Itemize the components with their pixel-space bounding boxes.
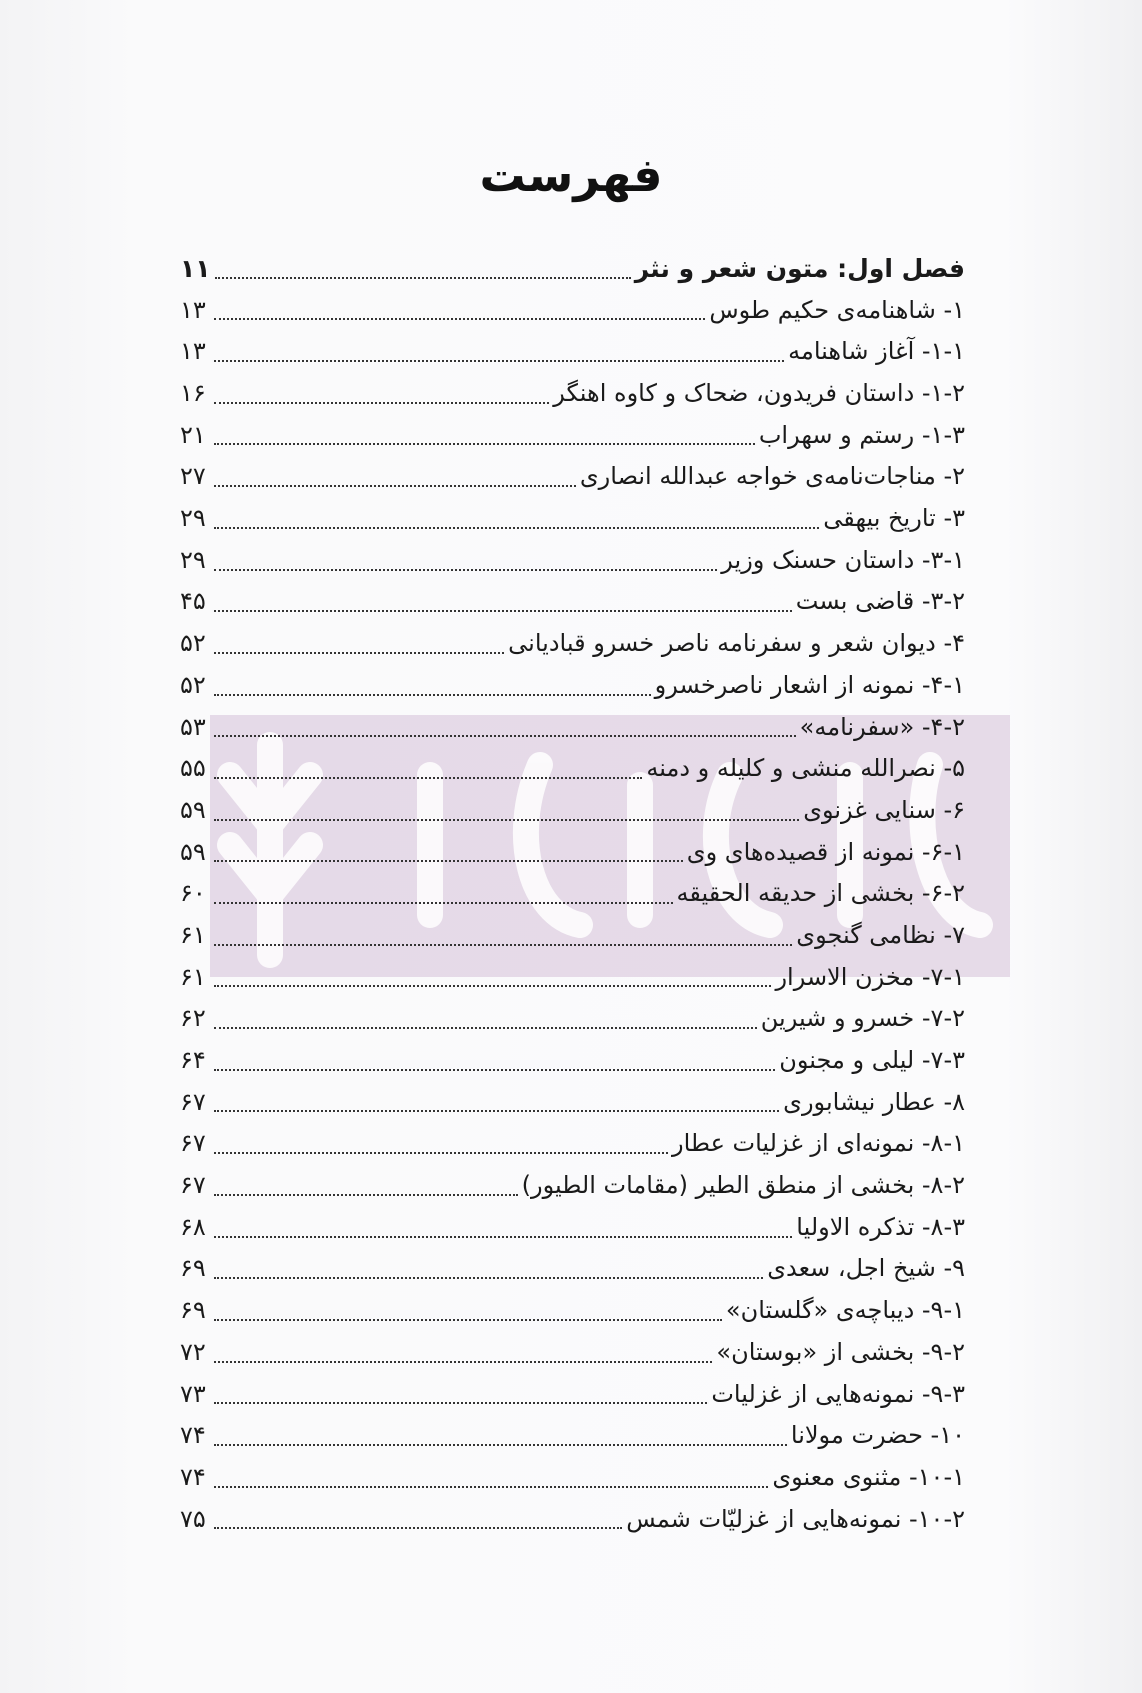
toc-entry-title: ۴- دیوان شعر و سفرنامه ناصر خسرو قبادیانی	[508, 629, 965, 658]
toc-entry-page: ۶۹	[180, 1296, 206, 1325]
toc-entry-page: ۶۱	[180, 962, 206, 991]
toc-entry-title: ۱۰- حضرت مولانا	[790, 1421, 965, 1450]
toc-entry-title: ۱-۱- آغاز شاهنامه	[788, 337, 965, 366]
dot-leader	[214, 943, 792, 946]
dot-leader	[214, 526, 819, 529]
toc-entry-title: ۳-۱- داستان حسنک وزیر	[721, 545, 965, 574]
dot-leader	[214, 1109, 779, 1112]
toc-entry[interactable]	[180, 290, 965, 332]
toc-entry[interactable]	[180, 998, 965, 1040]
dot-leader	[214, 901, 673, 904]
toc-entry-page: ۵۲	[180, 629, 206, 658]
dot-leader	[214, 484, 576, 487]
toc-entry-page: ۵۲	[180, 670, 206, 699]
toc-entry[interactable]	[180, 1499, 965, 1541]
toc-entry[interactable]	[180, 665, 965, 707]
toc-entry-title: ۶-۱- نمونه از قصیده‌های وی	[686, 837, 965, 866]
toc-entry[interactable]	[180, 415, 965, 457]
toc-entry[interactable]	[180, 1207, 965, 1249]
toc-entry-title: ۳- تاریخ بیهقی	[823, 504, 965, 533]
toc-entry-title: ۸- عطار نیشابوری	[783, 1087, 965, 1116]
dot-leader	[214, 1151, 668, 1154]
toc-entry-page: ۶۷	[180, 1171, 206, 1200]
dot-leader	[214, 1526, 622, 1529]
toc-entry-title: ۶-۲- بخشی از حدیقه الحقیقه	[676, 879, 965, 908]
toc-entry-page: ۷۳	[180, 1379, 206, 1408]
dot-leader	[214, 776, 642, 779]
toc-entry-page: ۱۳	[180, 295, 206, 324]
toc-entry[interactable]	[180, 582, 965, 624]
toc-entry-page: ۲۹	[180, 504, 206, 533]
toc-entry[interactable]	[180, 373, 965, 415]
dot-leader	[214, 317, 705, 320]
toc-entry[interactable]	[180, 1123, 965, 1165]
toc-entry-page: ۵۳	[180, 712, 206, 741]
toc-entry-title: ۹- شیخ اجل، سعدی	[767, 1254, 965, 1283]
dot-leader	[214, 401, 549, 404]
toc-entry[interactable]	[180, 1082, 965, 1124]
toc-entry-title: ۲- مناجات‌نامه‌ی خواجه عبدالله انصاری	[579, 462, 965, 491]
toc-entry-title: ۷-۲- خسرو و شیرین	[760, 1004, 965, 1033]
dot-leader	[214, 1443, 787, 1446]
toc-entry-title: ۴-۲- «سفرنامه»	[799, 712, 965, 741]
toc-entry[interactable]	[180, 456, 965, 498]
toc-entry[interactable]	[180, 1415, 965, 1457]
toc-entry-title: ۱-۲- داستان فریدون، ضحاک و کاوه اهنگر	[553, 379, 965, 408]
toc-entry-page: ۱۶	[180, 379, 206, 408]
toc-entry-page: ۶۷	[180, 1129, 206, 1158]
dot-leader	[214, 609, 792, 612]
table-of-contents	[180, 248, 965, 1540]
toc-entry[interactable]	[180, 540, 965, 582]
toc-entry-page: ۶۱	[180, 920, 206, 949]
toc-entry-page: ۶۸	[180, 1212, 206, 1241]
toc-entry[interactable]	[180, 748, 965, 790]
toc-entry-page: ۵۹	[180, 837, 206, 866]
dot-leader	[214, 651, 504, 654]
toc-entry-title: ۱۰-۱- مثنوی معنوی	[772, 1462, 965, 1491]
dot-leader	[214, 359, 784, 362]
toc-title: فهرست	[479, 148, 663, 202]
toc-entry-page: ۲۹	[180, 545, 206, 574]
toc-entry-title: ۹-۲- بخشی از «بوستان»	[716, 1337, 965, 1366]
dot-leader	[215, 276, 631, 279]
toc-entry[interactable]	[180, 1040, 965, 1082]
toc-entry[interactable]	[180, 248, 965, 290]
toc-entry-title: ۹-۱- دیباچه‌ی «گلستان»	[725, 1296, 965, 1325]
toc-entry-page: ۶۴	[180, 1046, 206, 1075]
dot-leader	[214, 568, 717, 571]
toc-entry-page: ۷۴	[180, 1462, 206, 1491]
toc-entry-page: ۵۹	[180, 795, 206, 824]
toc-entry[interactable]	[180, 915, 965, 957]
toc-entry-page: ۷۲	[180, 1337, 206, 1366]
toc-entry[interactable]	[180, 1457, 965, 1499]
toc-entry[interactable]	[180, 832, 965, 874]
toc-entry[interactable]	[180, 498, 965, 540]
toc-entry-title: فصل اول: متون شعر و نثر	[634, 253, 965, 283]
dot-leader	[214, 1485, 768, 1488]
toc-entry-title: ۱- شاهنامه‌ی حکیم طوس	[709, 295, 965, 324]
toc-entry-page: ۶۲	[180, 1004, 206, 1033]
dot-leader	[214, 1360, 712, 1363]
toc-entry-title: ۷- نظامی گنجوی	[796, 920, 965, 949]
dot-leader	[214, 859, 683, 862]
toc-entry-page: ۶۹	[180, 1254, 206, 1283]
toc-entry[interactable]	[180, 1332, 965, 1374]
toc-entry-title: ۱-۳- رستم و سهراب	[758, 420, 965, 449]
dot-leader	[214, 1026, 757, 1029]
toc-entry-title: ۸-۳- تذکره الاولیا	[796, 1212, 965, 1241]
toc-entry-page: ۱۱	[180, 253, 211, 283]
toc-entry[interactable]	[180, 1290, 965, 1332]
dot-leader	[214, 1068, 775, 1071]
toc-entry-title: ۸-۲- بخشی از منطق الطیر (مقامات الطیور)	[521, 1171, 965, 1200]
toc-entry-page: ۲۱	[180, 420, 206, 449]
toc-entry-title: ۳-۲- قاضی بست	[795, 587, 965, 616]
toc-entry-page: ۷۵	[180, 1504, 206, 1533]
toc-entry-title: ۱۰-۲- نمونه‌هایی از غزلیّات شمس	[626, 1504, 965, 1533]
toc-entry[interactable]	[180, 790, 965, 832]
dot-leader	[214, 693, 651, 696]
toc-entry-title: ۹-۳- نمونه‌هایی از غزلیات	[711, 1379, 965, 1408]
toc-entry-title: ۶- سنایی غزنوی	[803, 795, 965, 824]
dot-leader	[214, 1193, 518, 1196]
toc-entry-page: ۶۰	[180, 879, 206, 908]
toc-entry-title: ۷-۱- مخزن الاسرار	[775, 962, 965, 991]
toc-entry[interactable]	[180, 1165, 965, 1207]
dot-leader	[214, 984, 771, 987]
toc-entry-title: ۸-۱- نمونه‌ای از غزلیات عطار	[671, 1129, 965, 1158]
toc-entry-page: ۷۴	[180, 1421, 206, 1450]
dot-leader	[214, 442, 755, 445]
toc-entry-page: ۴۵	[180, 587, 206, 616]
toc-entry[interactable]	[180, 873, 965, 915]
toc-entry[interactable]	[180, 707, 965, 749]
toc-entry-page: ۲۷	[180, 462, 206, 491]
toc-entry-page: ۱۳	[180, 337, 206, 366]
toc-entry-title: ۴-۱- نمونه از اشعار ناصرخسرو	[654, 670, 965, 699]
toc-entry[interactable]	[180, 331, 965, 373]
toc-entry-page: ۶۷	[180, 1087, 206, 1116]
dot-leader	[214, 734, 796, 737]
toc-entry[interactable]	[180, 1374, 965, 1416]
dot-leader	[214, 1276, 763, 1279]
toc-entry[interactable]	[180, 1249, 965, 1291]
dot-leader	[214, 818, 799, 821]
toc-entry[interactable]	[180, 623, 965, 665]
toc-entry-title: ۵- نصرالله منشی و کلیله و دمنه	[646, 754, 965, 783]
toc-entry-page: ۵۵	[180, 754, 206, 783]
dot-leader	[214, 1318, 722, 1321]
dot-leader	[214, 1235, 792, 1238]
toc-entry[interactable]	[180, 957, 965, 999]
toc-entry-title: ۷-۳- لیلی و مجنون	[779, 1046, 965, 1075]
dot-leader	[214, 1401, 707, 1404]
